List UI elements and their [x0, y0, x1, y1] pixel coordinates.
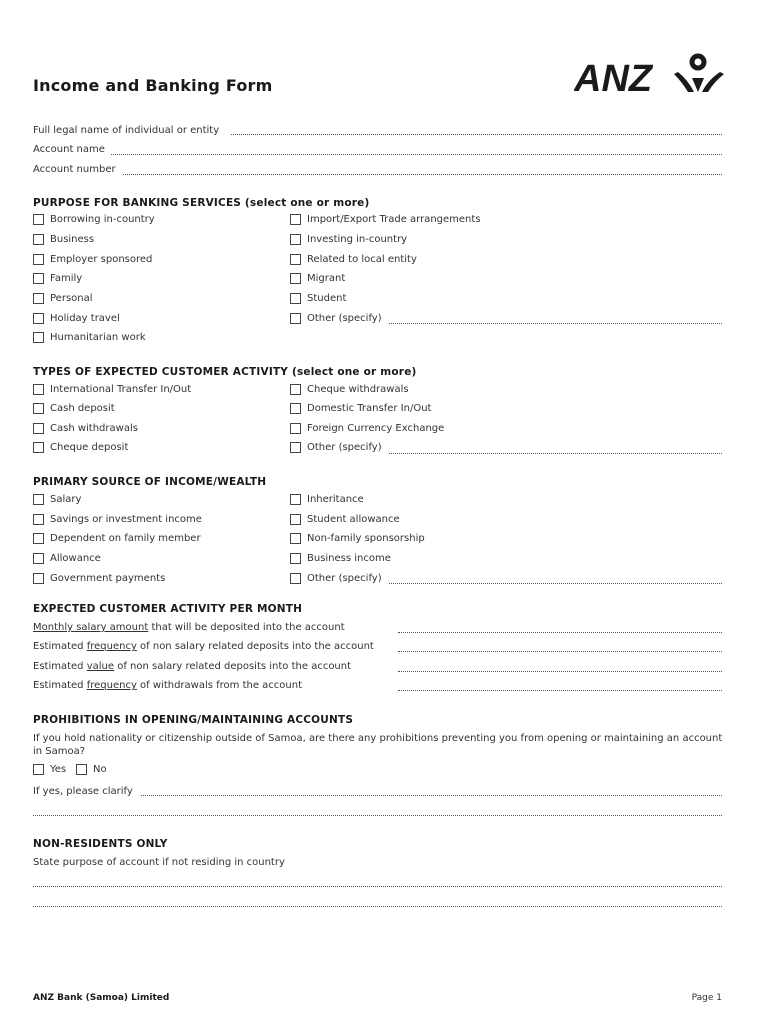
activity-heading: TYPES OF EXPECTED CUSTOMER ACTIVITY (select one or more) — [33, 366, 417, 378]
checkbox[interactable] — [290, 514, 301, 525]
income-heading: PRIMARY SOURCE OF INCOME/WEALTH — [33, 476, 267, 488]
checkbox[interactable] — [290, 423, 301, 434]
checkbox[interactable] — [290, 293, 301, 304]
checkbox[interactable] — [33, 234, 44, 245]
income-option[interactable]: Dependent on family member — [33, 533, 201, 544]
checkbox[interactable] — [33, 423, 44, 434]
checkbox[interactable] — [33, 764, 44, 775]
checkbox[interactable] — [290, 494, 301, 505]
checkbox[interactable] — [33, 442, 44, 453]
prohibitions-heading: PROHIBITIONS IN OPENING/MAINTAINING ACCOUNTS — [33, 714, 354, 726]
yes-option[interactable]: Yes — [33, 764, 66, 775]
deposit-frequency-field[interactable] — [398, 651, 722, 652]
monthly-row-label: Estimated frequency of non salary related deposits into the account — [33, 641, 374, 652]
income-option[interactable]: Non-family sponsorship — [290, 533, 425, 544]
checkbox[interactable] — [290, 273, 301, 284]
clarify-field-line2[interactable] — [33, 815, 722, 816]
monthly-salary-field[interactable] — [398, 632, 722, 633]
income-option[interactable]: Business income — [290, 553, 391, 564]
legal-name-field[interactable] — [231, 134, 722, 135]
checkbox[interactable] — [290, 403, 301, 414]
activity-option[interactable]: Cheque deposit — [33, 442, 128, 453]
form-title: Income and Banking Form — [33, 76, 273, 95]
income-option[interactable]: Government payments — [33, 573, 165, 584]
checkbox[interactable] — [290, 214, 301, 225]
purpose-option[interactable]: Student — [290, 293, 346, 304]
checkbox[interactable] — [33, 332, 44, 343]
activity-option[interactable]: International Transfer In/Out — [33, 384, 191, 395]
legal-name-label: Full legal name of individual or entity — [33, 125, 220, 136]
purpose-heading: PURPOSE FOR BANKING SERVICES (select one or more) — [33, 197, 370, 209]
nonres-heading: NON-RESIDENTS ONLY — [33, 838, 168, 850]
activity-option[interactable]: Foreign Currency Exchange — [290, 423, 444, 434]
purpose-option[interactable]: Migrant — [290, 273, 345, 284]
checkbox[interactable] — [290, 553, 301, 564]
checkbox[interactable] — [33, 494, 44, 505]
checkbox[interactable] — [33, 273, 44, 284]
account-number-field[interactable] — [123, 174, 722, 175]
purpose-option[interactable]: Investing in-country — [290, 234, 407, 245]
activity-other-field[interactable] — [389, 453, 722, 454]
no-option[interactable]: No — [76, 764, 107, 775]
deposit-value-field[interactable] — [398, 671, 722, 672]
checkbox[interactable] — [33, 313, 44, 324]
checkbox[interactable] — [290, 254, 301, 265]
anz-logo — [574, 48, 724, 96]
account-name-label: Account name — [33, 144, 105, 155]
checkbox[interactable] — [33, 573, 44, 584]
income-option[interactable]: Savings or investment income — [33, 514, 202, 525]
checkbox[interactable] — [33, 553, 44, 564]
purpose-option[interactable]: Other (specify) — [290, 313, 382, 324]
activity-option[interactable]: Cheque withdrawals — [290, 384, 409, 395]
checkbox[interactable] — [33, 384, 44, 395]
checkbox[interactable] — [33, 533, 44, 544]
monthly-heading: EXPECTED CUSTOMER ACTIVITY PER MONTH — [33, 603, 303, 615]
footer-company: ANZ Bank (Samoa) Limited — [33, 993, 170, 1003]
checkbox[interactable] — [290, 234, 301, 245]
purpose-option[interactable]: Employer sponsored — [33, 254, 152, 265]
monthly-row-label: Estimated value of non salary related deposits into the account — [33, 661, 352, 672]
checkbox[interactable] — [33, 254, 44, 265]
checkbox[interactable] — [290, 573, 301, 584]
checkbox[interactable] — [290, 313, 301, 324]
account-name-field[interactable] — [111, 154, 722, 155]
purpose-option[interactable]: Borrowing in-country — [33, 214, 155, 225]
purpose-option[interactable]: Personal — [33, 293, 93, 304]
clarify-label: If yes, please clarify — [33, 786, 133, 797]
purpose-option[interactable]: Business — [33, 234, 94, 245]
income-option[interactable]: Other (specify) — [290, 573, 382, 584]
activity-option[interactable]: Cash deposit — [33, 403, 115, 414]
monthly-row-label: Monthly salary amount that will be deposited into the account — [33, 622, 345, 633]
nonres-label: State purpose of account if not residing in country — [33, 857, 285, 868]
purpose-option[interactable]: Import/Export Trade arrangements — [290, 214, 481, 225]
checkbox[interactable] — [33, 403, 44, 414]
activity-option[interactable]: Cash withdrawals — [33, 423, 138, 434]
monthly-row-label: Estimated frequency of withdrawals from the account — [33, 680, 303, 691]
income-option[interactable]: Inheritance — [290, 494, 364, 505]
purpose-other-field[interactable] — [389, 323, 722, 324]
checkbox[interactable] — [290, 533, 301, 544]
checkbox[interactable] — [290, 442, 301, 453]
checkbox[interactable] — [33, 293, 44, 304]
activity-option[interactable]: Domestic Transfer In/Out — [290, 403, 431, 414]
activity-option[interactable]: Other (specify) — [290, 442, 382, 453]
purpose-option[interactable]: Related to local entity — [290, 254, 417, 265]
checkbox[interactable] — [76, 764, 87, 775]
prohibitions-question: If you hold nationality or citizenship outside of Samoa, are there any prohibitions preventing you from opening or maintaining an account in Samoa? — [33, 733, 723, 757]
nonres-field-line1[interactable] — [33, 886, 722, 887]
income-other-field[interactable] — [389, 583, 722, 584]
clarify-field[interactable] — [141, 795, 722, 796]
checkbox[interactable] — [290, 384, 301, 395]
income-option[interactable]: Student allowance — [290, 514, 400, 525]
account-number-label: Account number — [33, 164, 116, 175]
checkbox[interactable] — [33, 514, 44, 525]
purpose-option[interactable]: Humanitarian work — [33, 332, 146, 343]
withdrawal-frequency-field[interactable] — [398, 690, 722, 691]
income-option[interactable]: Salary — [33, 494, 81, 505]
page-number: Page 1 — [691, 993, 722, 1003]
svg-text:ANZ: ANZ — [574, 58, 653, 96]
purpose-option[interactable]: Holiday travel — [33, 313, 120, 324]
income-option[interactable]: Allowance — [33, 553, 101, 564]
checkbox[interactable] — [33, 214, 44, 225]
purpose-option[interactable]: Family — [33, 273, 82, 284]
nonres-field-line2[interactable] — [33, 906, 722, 907]
